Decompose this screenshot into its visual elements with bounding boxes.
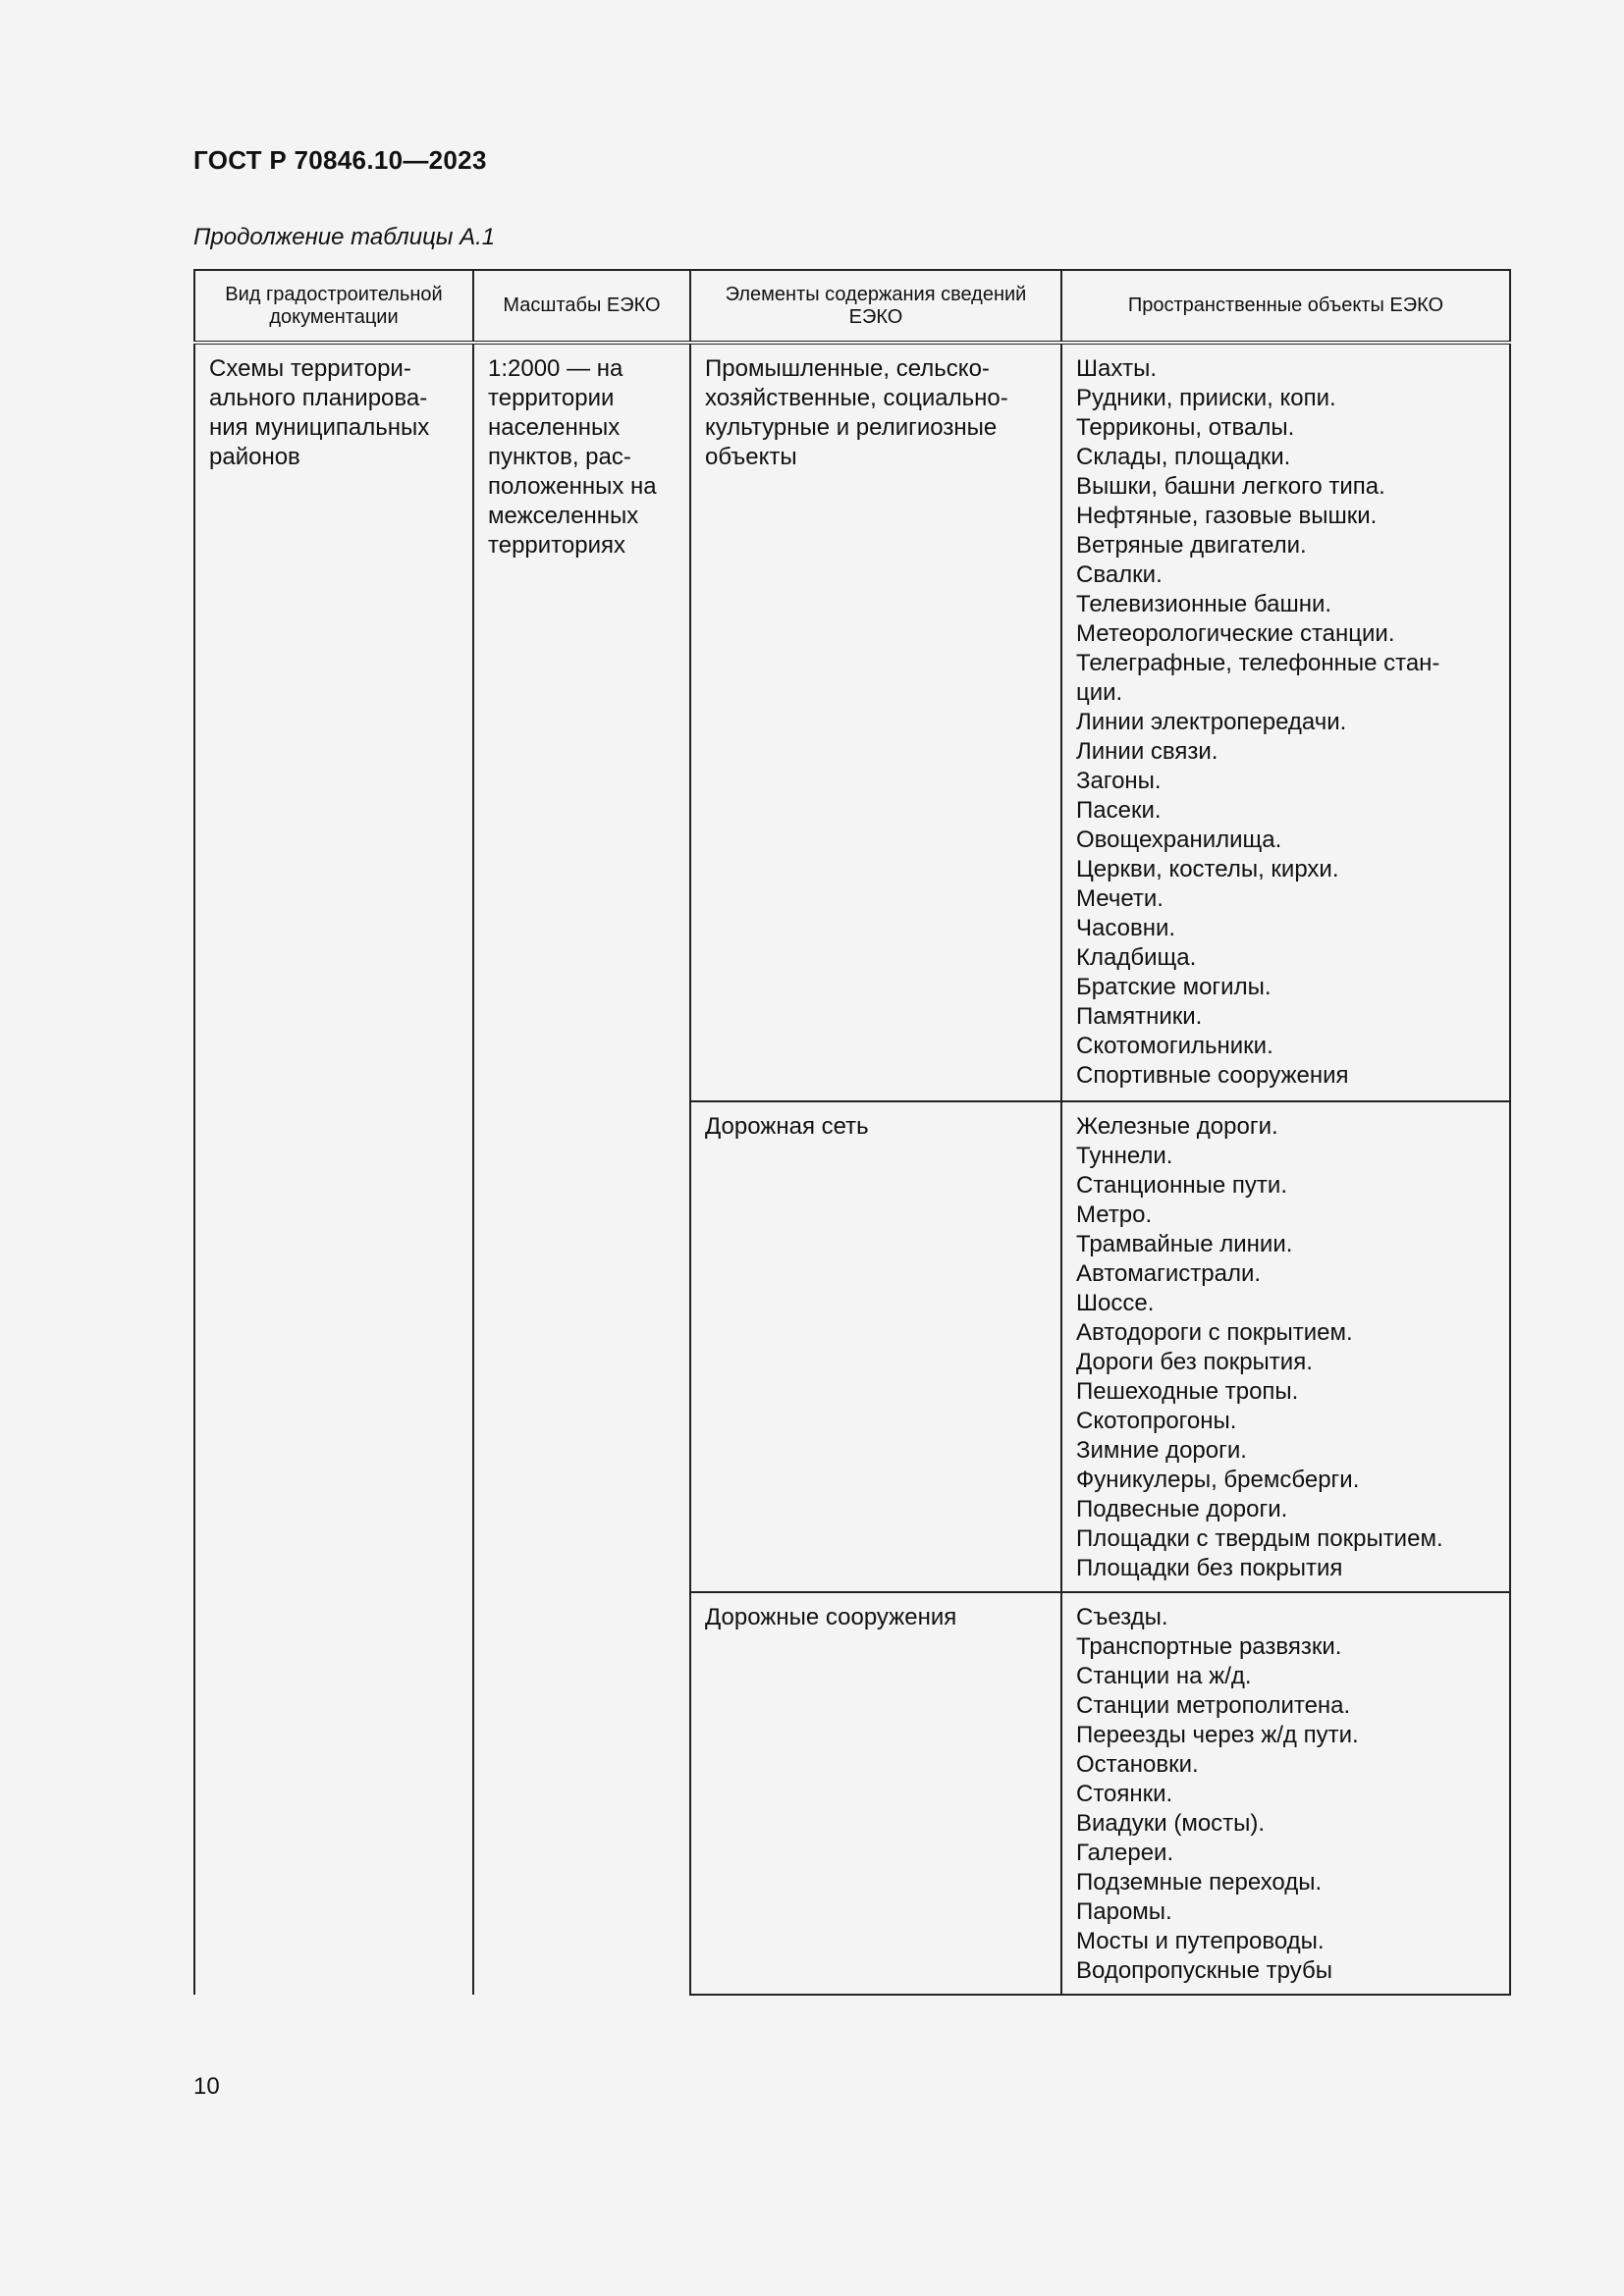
spatial-object-item: Линии электропередачи. <box>1076 709 1347 735</box>
spatial-object-item: Пешеходные тропы. <box>1076 1378 1299 1405</box>
spatial-object-item: Площадки с твердым покрытием. <box>1076 1525 1443 1552</box>
spatial-object-item: Шоссе. <box>1076 1290 1155 1316</box>
scale-line: пунктов, рас- <box>488 444 631 470</box>
scale-line: территории <box>488 385 615 411</box>
spatial-object-item: Свалки. <box>1076 561 1163 588</box>
element-cell-road-structures <box>690 1592 1061 1995</box>
scale-line: населенных <box>488 414 621 441</box>
table-row <box>194 343 1510 1101</box>
spatial-object-item: Телевизионные башни. <box>1076 591 1332 617</box>
spatial-object-item: Братские могилы. <box>1076 974 1272 1000</box>
spatial-object-item: Станции метрополитена. <box>1076 1692 1351 1719</box>
spatial-object-item: Съезды. <box>1076 1604 1168 1630</box>
scale-line: положенных на <box>488 473 657 500</box>
header-doc-type: Вид градостроительной документации <box>194 270 473 343</box>
spatial-object-item: Переезды через ж/д пути. <box>1076 1722 1359 1748</box>
element-line: хозяйственные, социально- <box>705 385 1008 411</box>
spatial-object-item: Станционные пути. <box>1076 1172 1287 1199</box>
spatial-object-item: Мечети. <box>1076 885 1164 912</box>
scale-line: территориях <box>488 532 625 559</box>
element-cell-road-network <box>690 1101 1061 1592</box>
doc-type-cell <box>194 343 473 1995</box>
element-line: Дорожные сооружения <box>705 1604 957 1630</box>
spatial-object-item: Нефтяные, газовые вышки. <box>1076 503 1378 529</box>
scale-cell <box>473 343 690 1995</box>
spatial-object-item: Подвесные дороги. <box>1076 1496 1288 1522</box>
spatial-object-item: Церкви, костелы, кирхи. <box>1076 856 1339 882</box>
objects-cell-road-structures <box>1061 1592 1510 1995</box>
objects-cell-industrial <box>1061 343 1510 1101</box>
spatial-object-item: Дороги без покрытия. <box>1076 1349 1313 1375</box>
spatial-object-item: Остановки. <box>1076 1751 1199 1778</box>
spatial-object-item: Метеорологические станции. <box>1076 620 1395 647</box>
doc-type-line: ального планирова- <box>209 385 428 411</box>
spatial-object-item: Виадуки (мосты). <box>1076 1810 1266 1837</box>
spatial-object-item: Рудники, прииски, копи. <box>1076 385 1336 411</box>
spatial-object-item: Транспортные развязки. <box>1076 1633 1342 1660</box>
spatial-object-item: Станции на ж/д. <box>1076 1663 1252 1689</box>
spatial-object-item: Часовни. <box>1076 915 1176 941</box>
spatial-object-item: Кладбища. <box>1076 944 1197 971</box>
eeko-table <box>193 269 1511 1996</box>
spatial-object-item: Терриконы, отвалы. <box>1076 414 1295 441</box>
spatial-object-item: Загоны. <box>1076 768 1162 794</box>
spatial-object-item: Площадки без покрытия <box>1076 1555 1343 1581</box>
header-content-elements: Элементы содержания сведений ЕЭКО <box>690 270 1061 343</box>
spatial-object-item: Скотомогильники. <box>1076 1033 1273 1059</box>
spatial-object-item: Железные дороги. <box>1076 1113 1278 1140</box>
spatial-object-item: Зимние дороги. <box>1076 1437 1247 1464</box>
header-scale: Масштабы ЕЭКО <box>473 270 690 343</box>
spatial-object-item: Ветряные двигатели. <box>1076 532 1307 559</box>
doc-type-line: районов <box>209 444 300 470</box>
spatial-object-item: Пасеки. <box>1076 797 1162 824</box>
page-number: 10 <box>193 2073 220 2100</box>
element-line: культурные и религиозные <box>705 414 998 441</box>
spatial-object-item: Вышки, башни легкого типа. <box>1076 473 1385 500</box>
element-line: Промышленные, сельско- <box>705 355 990 382</box>
header-spatial-objects: Пространственные объекты ЕЭКО <box>1061 270 1510 343</box>
spatial-object-item: Склады, площадки. <box>1076 444 1291 470</box>
spatial-object-item: Линии связи. <box>1076 738 1218 765</box>
spatial-object-item: Метро. <box>1076 1201 1153 1228</box>
scale-line: межселенных <box>488 503 639 529</box>
spatial-object-item: Водопропускные трубы <box>1076 1957 1332 1984</box>
spatial-object-item: Туннели. <box>1076 1143 1173 1169</box>
spatial-object-item: Стоянки. <box>1076 1781 1173 1807</box>
spatial-object-item: Овощехранилища. <box>1076 827 1282 853</box>
table-header-row <box>194 270 1510 343</box>
doc-type-line: ния муниципальных <box>209 414 430 441</box>
spatial-object-item: Телеграфные, телефонные стан- <box>1076 650 1440 676</box>
spatial-object-item: Галереи. <box>1076 1840 1174 1866</box>
spatial-object-item: Мосты и путепроводы. <box>1076 1928 1325 1954</box>
spatial-object-item: Подземные переходы. <box>1076 1869 1323 1896</box>
objects-cell-road-network <box>1061 1101 1510 1592</box>
spatial-object-item: Фуникулеры, бремсберги. <box>1076 1467 1360 1493</box>
spatial-object-item: Автомагистрали. <box>1076 1260 1262 1287</box>
spatial-object-item: Спортивные сооружения <box>1076 1062 1349 1089</box>
spatial-object-item: Памятники. <box>1076 1003 1203 1030</box>
scale-line: 1:2000 — на <box>488 355 623 382</box>
element-cell-industrial <box>690 343 1061 1101</box>
spatial-object-item: Скотопрогоны. <box>1076 1408 1237 1434</box>
spatial-object-item: ции. <box>1076 679 1123 706</box>
spatial-object-item: Автодороги с покрытием. <box>1076 1319 1353 1346</box>
element-line: Дорожная сеть <box>705 1113 869 1140</box>
spatial-object-item: Шахты. <box>1076 355 1157 382</box>
table-caption: Продолжение таблицы А.1 <box>193 224 496 250</box>
element-line: объекты <box>705 444 797 470</box>
document-standard-title: ГОСТ Р 70846.10—2023 <box>193 145 487 175</box>
spatial-object-item: Паромы. <box>1076 1898 1172 1925</box>
spatial-object-item: Трамвайные линии. <box>1076 1231 1293 1257</box>
doc-type-line: Схемы территори- <box>209 355 411 382</box>
